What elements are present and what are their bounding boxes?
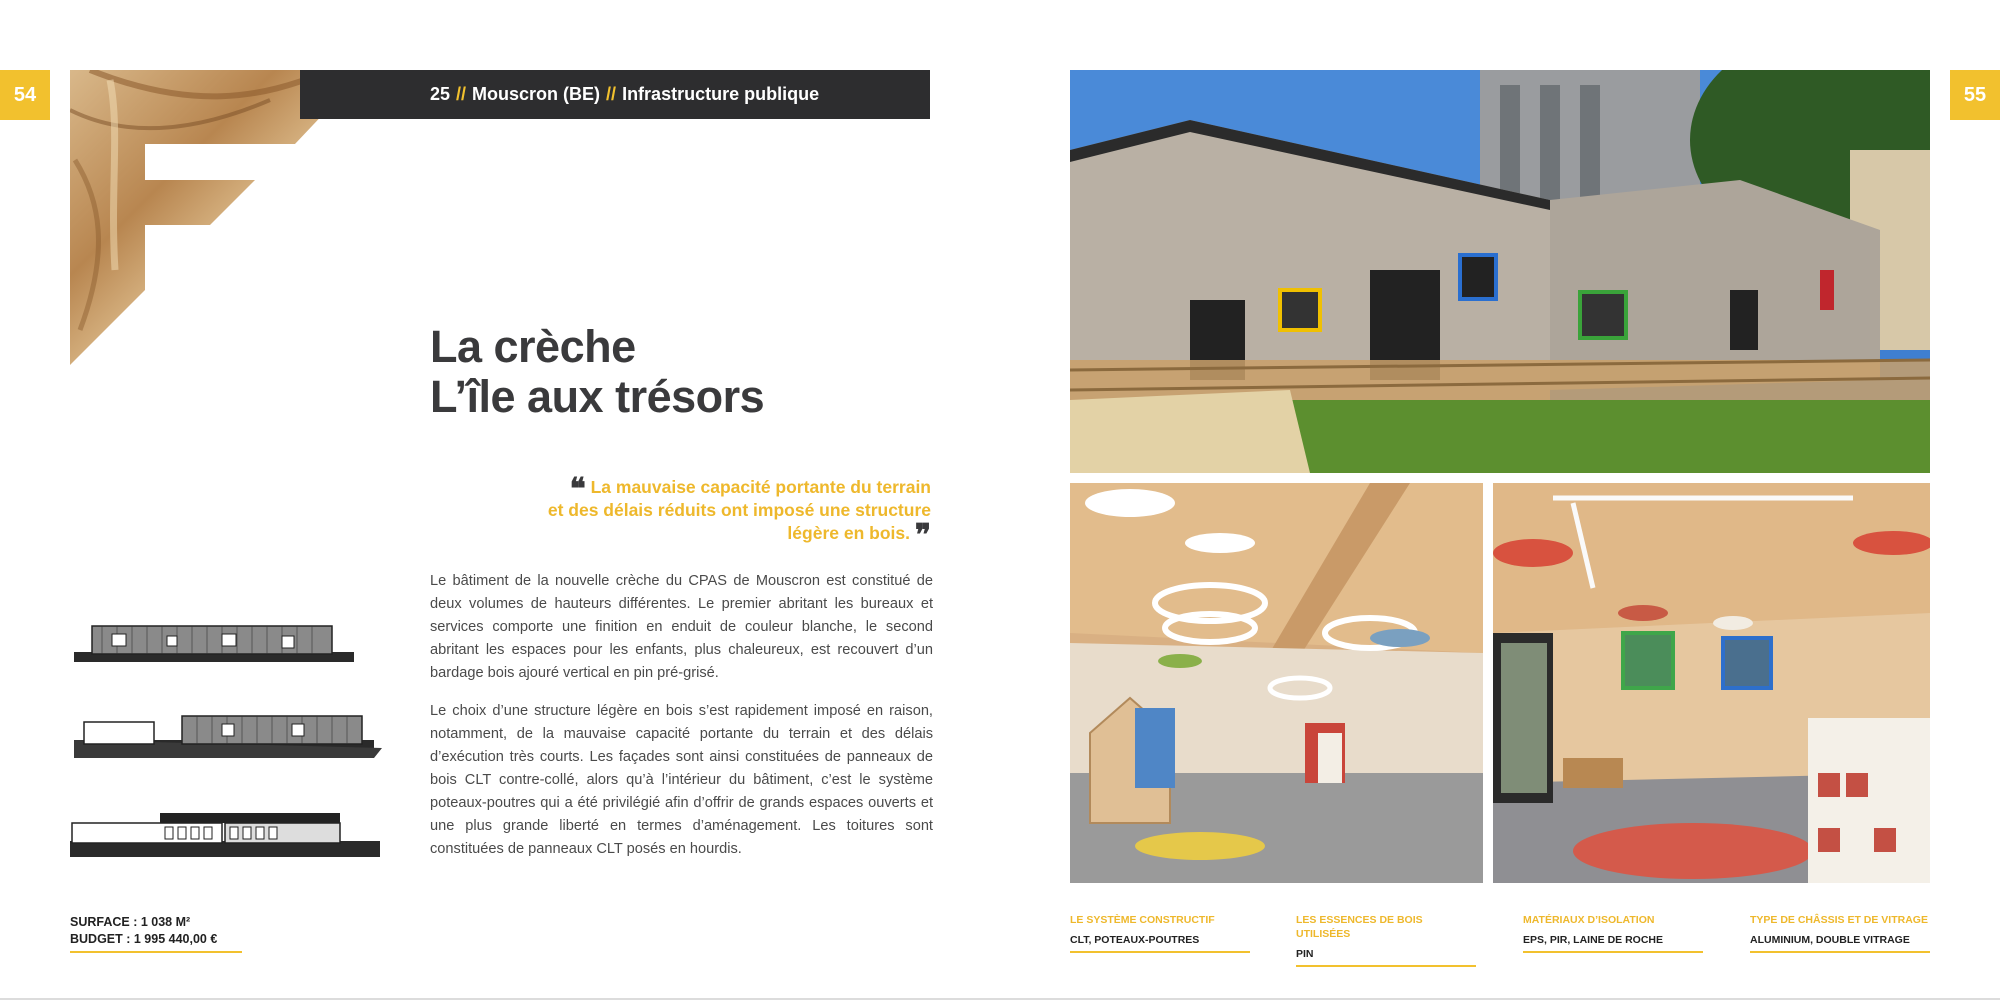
- project-category: Infrastructure publique: [622, 84, 820, 104]
- project-stats: [70, 914, 242, 953]
- project-number: 25: [430, 84, 451, 104]
- photo-interior-right: [1493, 483, 1930, 883]
- quote-line-1: La mauvaise capacité portante du terrain: [590, 477, 931, 497]
- spec-value: ALUMINIUM, DOUBLE VITRAGE: [1750, 934, 1910, 946]
- quote-line-3: légère en bois.: [787, 523, 910, 543]
- spec-wood-species: [1296, 913, 1476, 967]
- project-header-bar: [300, 70, 930, 119]
- page-number-left: 54: [0, 70, 50, 120]
- surface-value: SURFACE : 1 038 M²: [70, 915, 191, 929]
- spec-construction-system: [1070, 913, 1250, 953]
- elevation-drawing-2: [72, 710, 382, 760]
- open-quote-icon: ❝: [569, 472, 586, 507]
- spec-label: LES ESSENCES DE BOIS UTILISÉES: [1296, 914, 1423, 940]
- pull-quote: [505, 472, 931, 553]
- project-location: Mouscron (BE): [472, 84, 601, 104]
- spec-label: TYPE DE CHÂSSIS ET DE VITRAGE: [1750, 914, 1928, 926]
- separator-1: //: [456, 84, 467, 104]
- paragraph-2: Le choix d’une structure légère en bois s’est rapidement imposé en raison, notamment, de la mauvaise capacité portante du terrain et des délais d’exécution très courts. Les façades sont ainsi constituées de panneaux de bois CLT contre-collé, alors qu’à l’intérieur du bâtiment, c’est le système poteaux-poutres qui a été privilégié afin d’offrir de grands espaces ouverts et une plus grande liberté en termes d’aménagement. Les toitures sont constituées de panneaux CLT posés en hourdis.: [430, 703, 933, 857]
- title-line-1: La crèche: [430, 321, 636, 372]
- spec-label: MATÉRIAUX D’ISOLATION: [1523, 914, 1655, 926]
- title-line-2: L’île aux trésors: [430, 371, 765, 422]
- elevation-drawing-3: [70, 805, 380, 857]
- spec-frame-glazing: [1750, 913, 1930, 953]
- spec-value: PIN: [1296, 948, 1314, 960]
- separator-2: //: [606, 84, 617, 104]
- page-title: [430, 322, 764, 422]
- paragraph-1: Le bâtiment de la nouvelle crèche du CPAS de Mouscron est constitué de deux volumes de hauteurs différentes. Le premier abritant les bureaux et services comporte une finition en enduit de couleur blanche, le second abritant les espaces pour les enfants, plus chaleureux, est recouvert d’un bardage bois ajouré vertical en pin pré-grisé.: [430, 573, 933, 681]
- photo-exterior: [1070, 70, 1930, 473]
- spec-value: EPS, PIR, LAINE DE ROCHE: [1523, 934, 1664, 946]
- spec-label: LE SYSTÈME CONSTRUCTIF: [1070, 914, 1215, 926]
- page-number-right: 55: [1950, 70, 2000, 120]
- budget-value: BUDGET : 1 995 440,00 €: [70, 932, 218, 946]
- photo-interior-left: [1070, 483, 1483, 883]
- spec-value: CLT, POTEAUX-POUTRES: [1070, 934, 1200, 946]
- elevation-drawing-1: [72, 620, 357, 665]
- quote-line-2: et des délais réduits ont imposé une structure: [547, 500, 931, 520]
- close-quote-icon: ❞: [914, 518, 931, 553]
- spec-insulation: [1523, 913, 1703, 953]
